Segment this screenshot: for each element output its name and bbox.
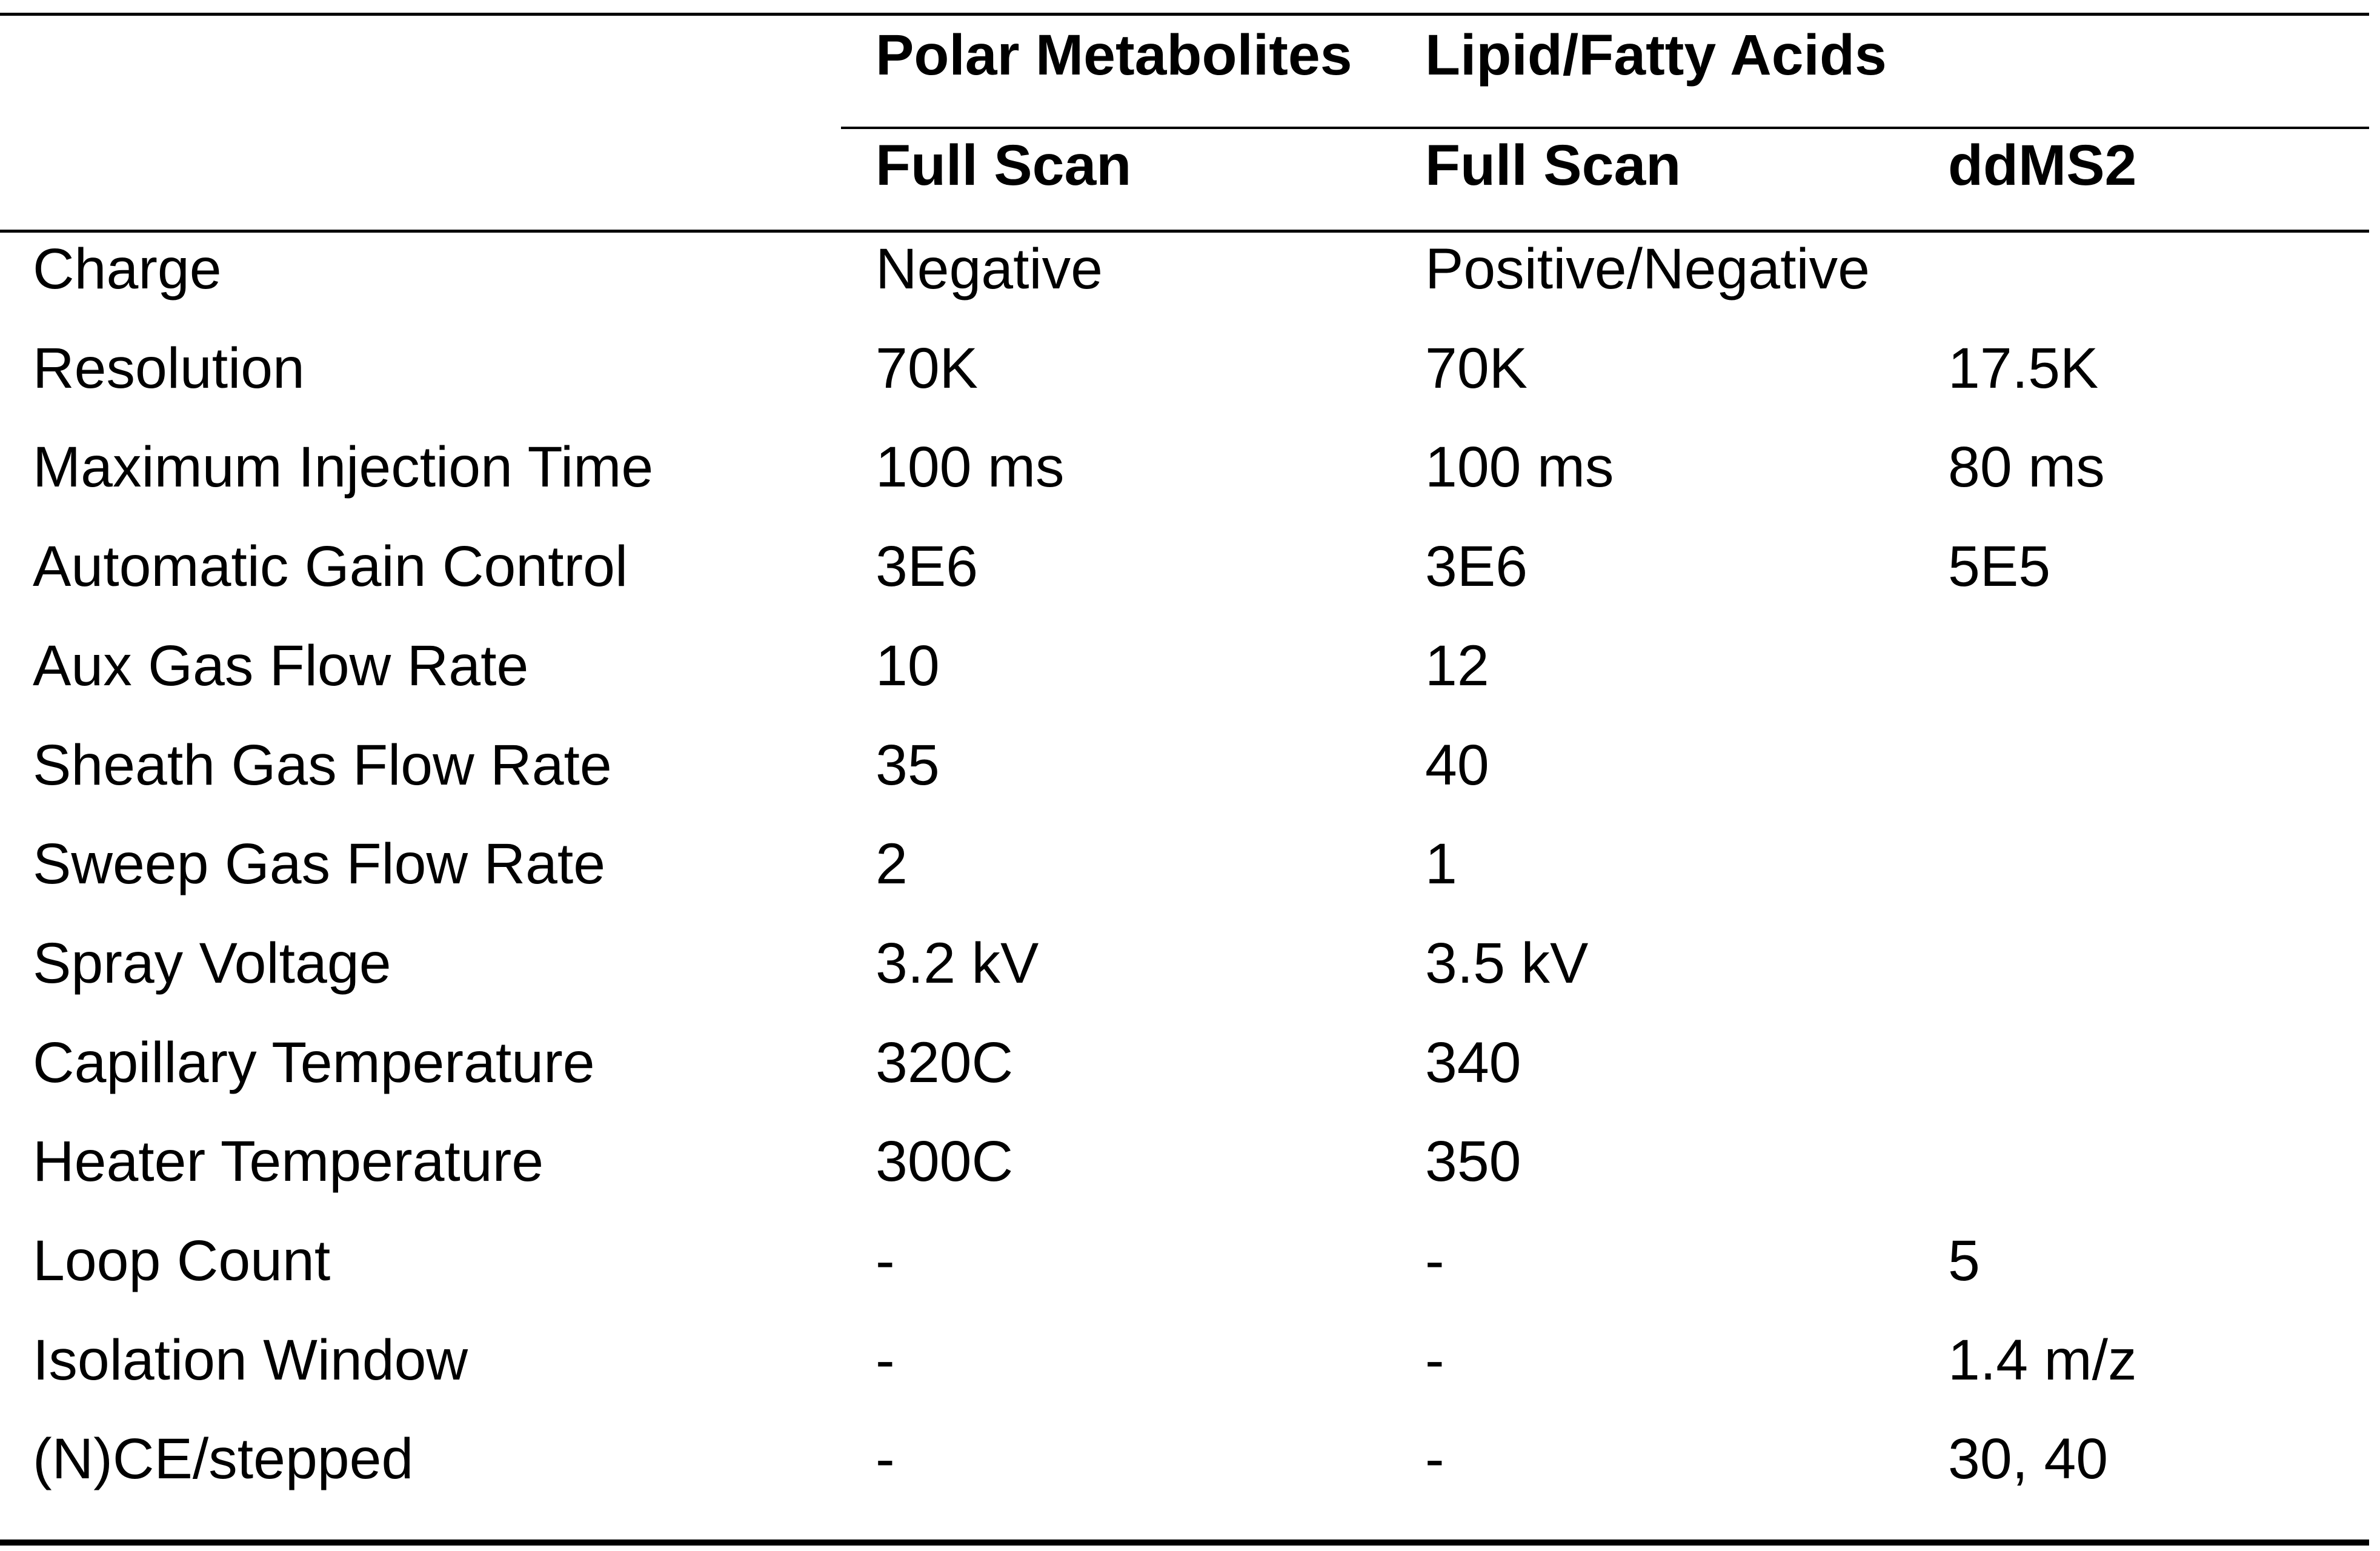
row-polar-full-scan-value: 3E6 [876,534,979,599]
row-lipid-full-scan-value: 350 [1425,1129,1521,1194]
row-parameter-label: Loop Count [33,1229,331,1293]
row-parameter-label: Spray Voltage [33,931,391,995]
row-lipid-full-scan-value: 100 ms [1425,435,1614,499]
subheader-lipid-ddms2: ddMS2 [1948,133,2137,198]
subheader-polar-full-scan: Full Scan [876,133,1132,198]
row-lipid-ddms2-value: 30, 40 [1948,1427,2109,1491]
row-lipid-full-scan-value: 12 [1425,634,1489,698]
table-top-rule [0,13,2369,16]
row-lipid-full-scan-value: - [1425,1328,1444,1392]
row-polar-full-scan-value: 35 [876,733,940,797]
row-polar-full-scan-value: 100 ms [876,435,1065,499]
row-polar-full-scan-value: 320C [876,1031,1014,1095]
row-lipid-ddms2-value: 1.4 m/z [1948,1328,2137,1392]
column-group-rule [841,127,2369,129]
row-polar-full-scan-value: 10 [876,634,940,698]
row-lipid-full-scan-value: 3.5 kV [1425,931,1589,995]
row-parameter-label: Maximum Injection Time [33,435,654,499]
row-polar-full-scan-value: 3.2 kV [876,931,1039,995]
row-lipid-ddms2-value: 5 [1948,1229,1980,1293]
row-parameter-label: Sheath Gas Flow Rate [33,733,612,797]
row-polar-full-scan-value: Negative [876,237,1103,301]
row-polar-full-scan-value: - [876,1427,895,1491]
group-header-lipid: Lipid/Fatty Acids [1425,23,1887,87]
table-bottom-rule [0,1539,2369,1546]
row-parameter-label: Resolution [33,336,305,400]
row-polar-full-scan-value: 300C [876,1129,1014,1194]
row-lipid-full-scan-value: 40 [1425,733,1489,797]
row-polar-full-scan-value: 2 [876,832,908,896]
row-parameter-label: Heater Temperature [33,1129,544,1194]
row-polar-full-scan-value: - [876,1229,895,1293]
row-lipid-ddms2-value: 5E5 [1948,534,2051,599]
group-header-polar: Polar Metabolites [876,23,1352,87]
row-lipid-ddms2-value: 80 ms [1948,435,2105,499]
row-parameter-label: Sweep Gas Flow Rate [33,832,606,896]
header-bottom-rule [0,230,2369,233]
row-polar-full-scan-value: 70K [876,336,979,400]
row-polar-full-scan-value: - [876,1328,895,1392]
row-lipid-full-scan-value: 3E6 [1425,534,1528,599]
row-parameter-label: Charge [33,237,222,301]
row-lipid-ddms2-value: 17.5K [1948,336,2099,400]
subheader-lipid-full-scan: Full Scan [1425,133,1681,198]
row-parameter-label: Aux Gas Flow Rate [33,634,529,698]
row-lipid-full-scan-value: 340 [1425,1031,1521,1095]
row-lipid-full-scan-value: - [1425,1427,1444,1491]
row-parameter-label: Isolation Window [33,1328,468,1392]
row-parameter-label: Automatic Gain Control [33,534,628,599]
row-lipid-full-scan-value: - [1425,1229,1444,1293]
row-lipid-full-scan-value: Positive/Negative [1425,237,1870,301]
row-parameter-label: (N)CE/stepped [33,1427,414,1491]
row-lipid-full-scan-value: 70K [1425,336,1528,400]
row-parameter-label: Capillary Temperature [33,1031,595,1095]
row-lipid-full-scan-value: 1 [1425,832,1457,896]
